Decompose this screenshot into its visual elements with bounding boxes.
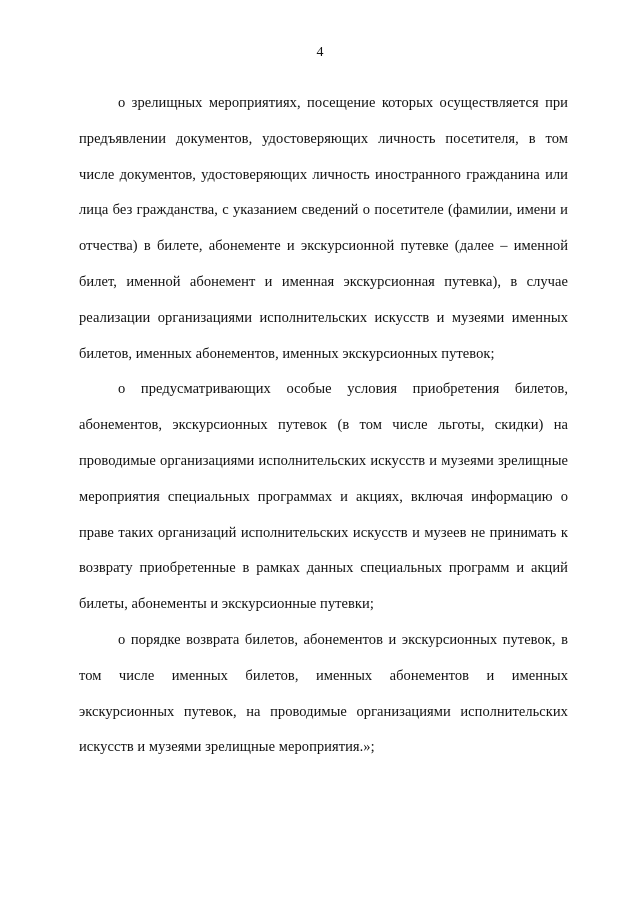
document-body (79, 86, 568, 766)
paragraph-named-tickets: о зрелищных мероприятиях, посещение которых осуществляется при предъявлении документов, удостоверяющих личность посетителя, в том числе документов, удостоверяющих личность иностранного гражданина или лица без гражданства, с указанием сведений о посетителе (фамилии, имени и отчества) в билете, абонементе и экскурсионной путевке (далее – именной билет, именной абонемент и именная экскурсионная путевка), в случае реализации организациями исполнительских искусств и музеями именных билетов, именных абонементов, именных экскурсионных путевок; (79, 95, 568, 362)
page-number: 4 (316, 45, 324, 60)
paragraph-return-procedure: о порядке возврата билетов, абонементов и экскурсионных путевок, в том числе именных билетов, именных абонементов и именных экскурсионных путевок, на проводимые организациями исполнительских искусств и музеями зрелищные мероприятия.»; (79, 631, 568, 756)
paragraph-special-programs: о предусматривающих особые условия приобретения билетов, абонементов, экскурсионных путевок (в том числе льготы, скидки) на проводимые организациями исполнительских искусств и музеями зрелищные мероприятия специальных программах и акциях, включая информацию о праве таких организаций исполнительских искусств и музеев не принимать к возврату приобретенные в рамках данных специальных программ и акций билеты, абонементы и экскурсионные путевки; (79, 381, 568, 613)
